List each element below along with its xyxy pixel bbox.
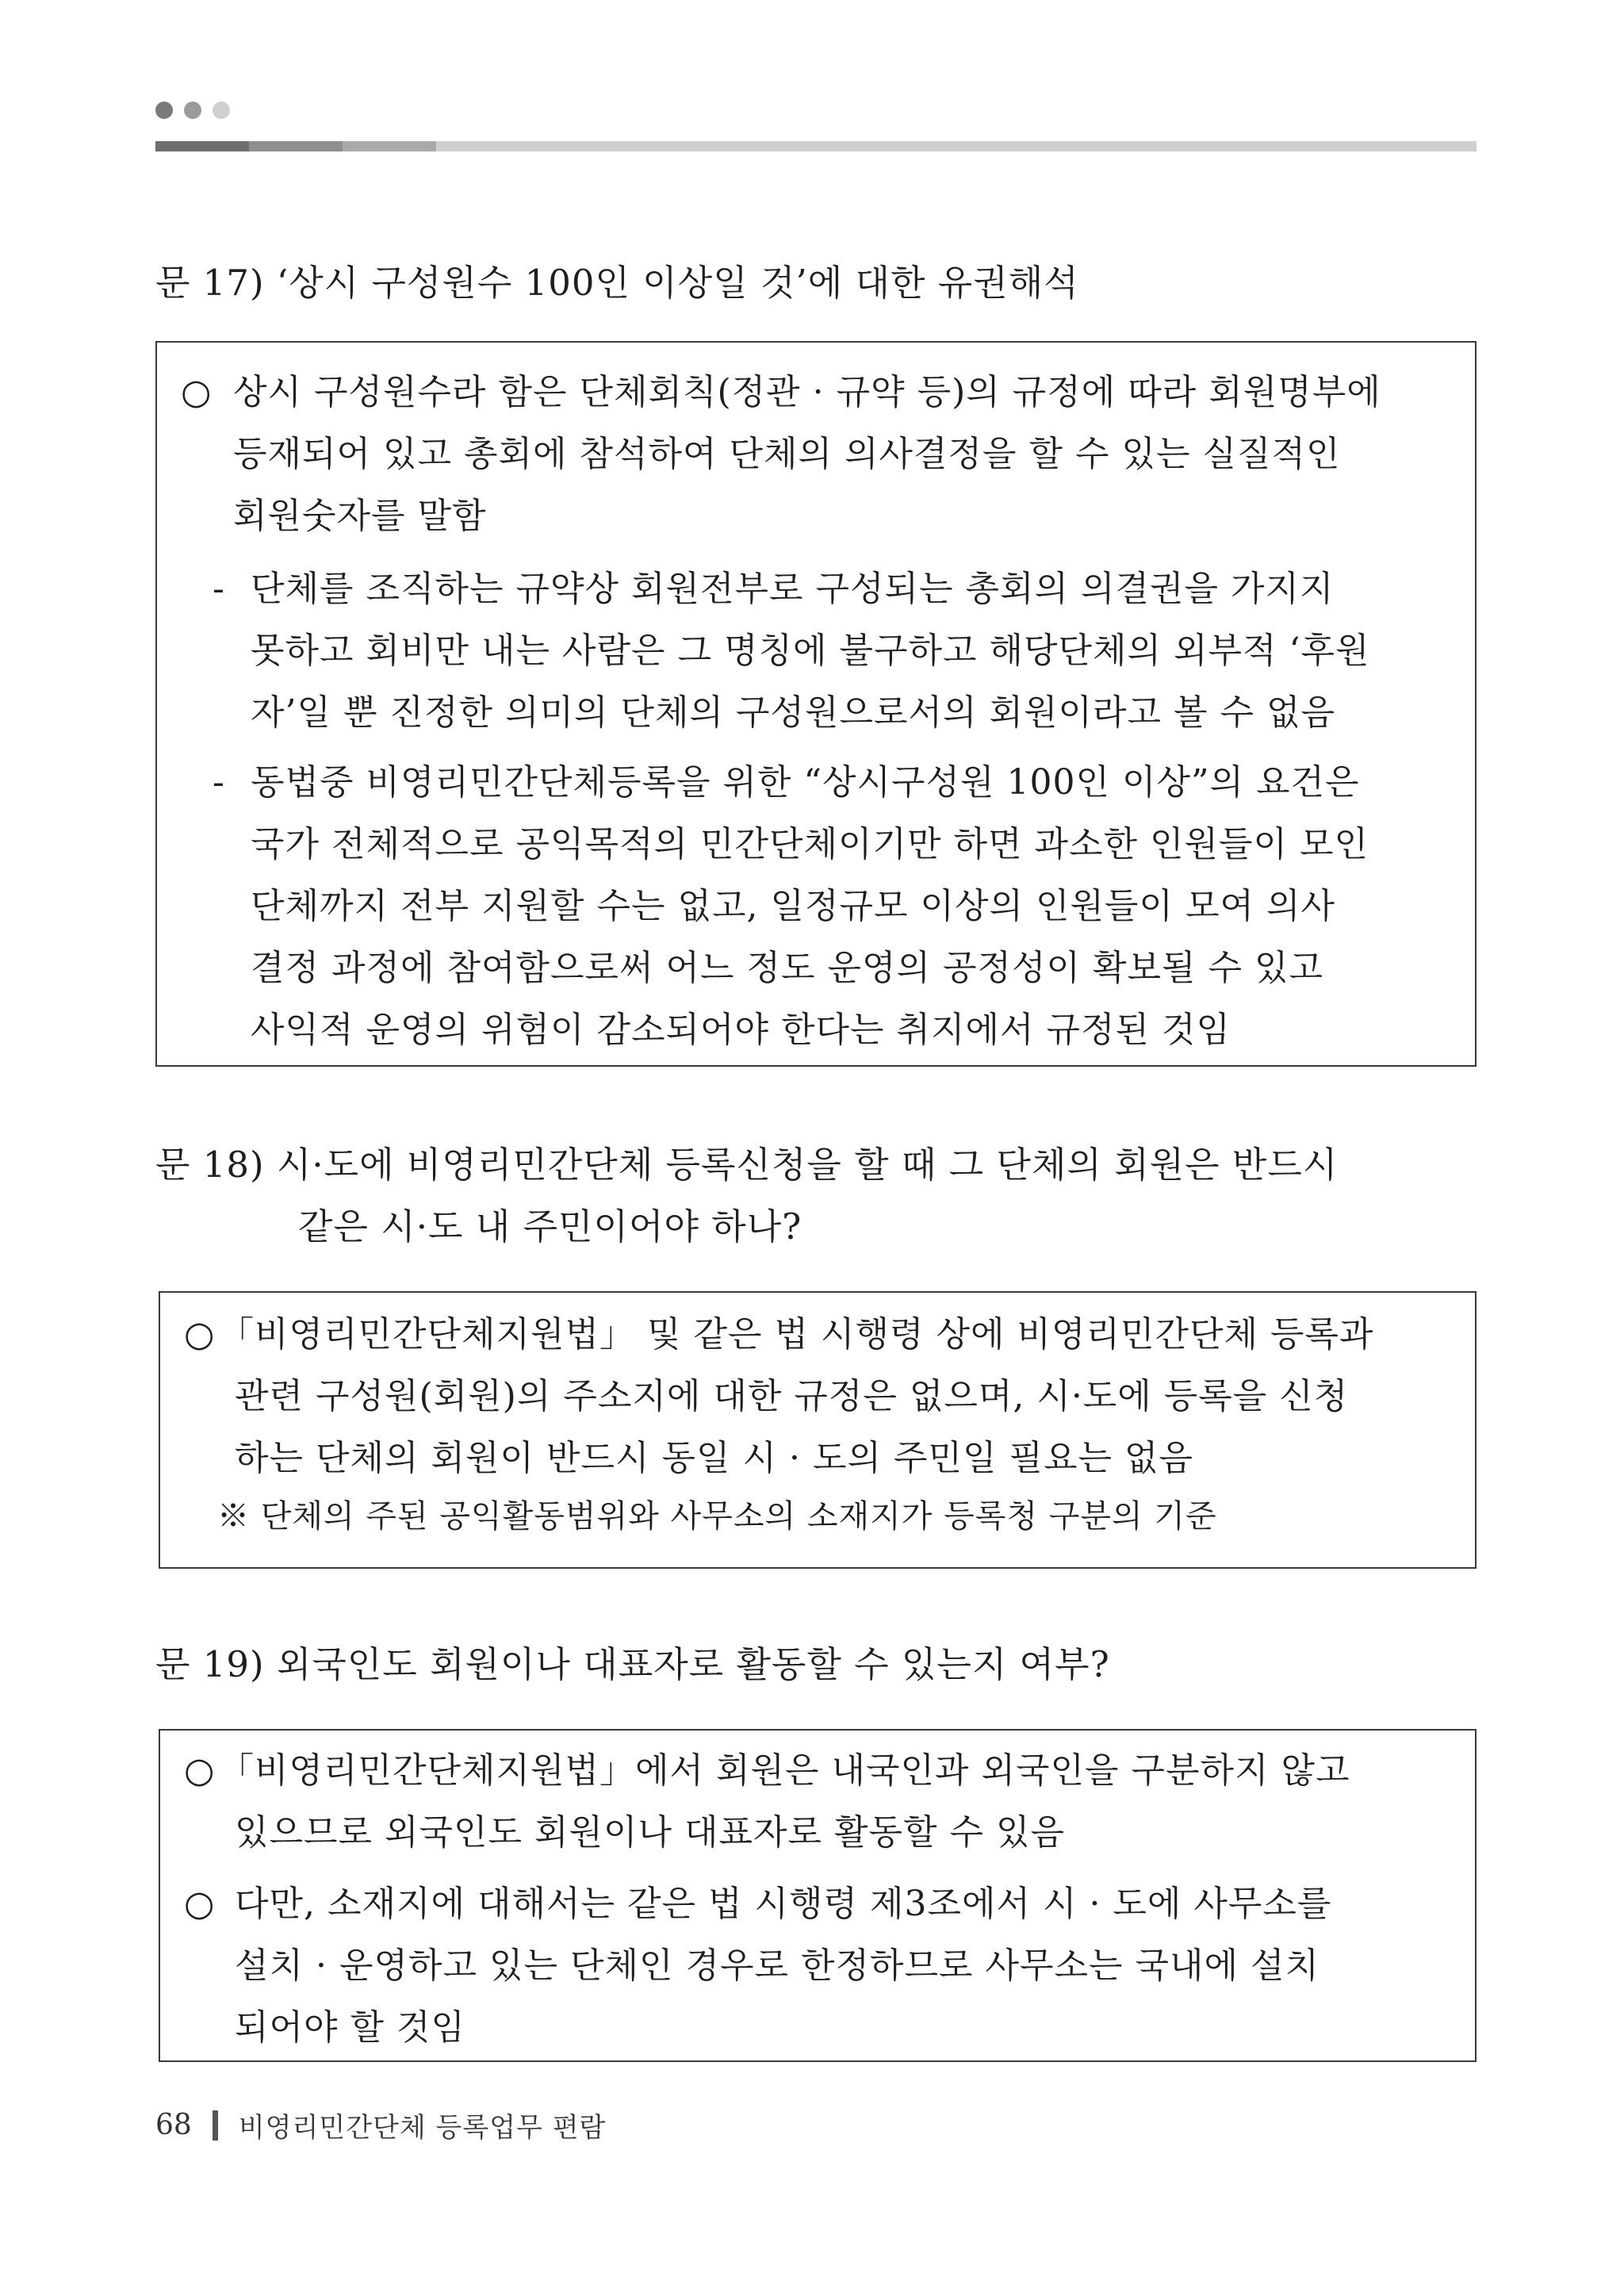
q17-dash-item-2 xyxy=(213,752,1369,1061)
question-18-title xyxy=(155,1134,1488,1258)
answer-box-17 xyxy=(155,341,1477,1067)
header-bar-seg-3 xyxy=(343,141,436,151)
q19-p2-line-2: 설치 · 운영하고 있는 단체인 경우로 한정하므로 사무소는 국내에 설치 xyxy=(235,1945,1320,1986)
circle-bullet-icon: ○ xyxy=(184,1884,216,1924)
q19-p1-line-2: 있으므로 외국인도 회원이나 대표자로 활동할 수 있음 xyxy=(235,1812,1066,1853)
circle-bullet-icon: ○ xyxy=(181,372,213,412)
q18-p1-line-1: 「비영리민간단체지원법」 및 같은 법 시행령 상에 비영리민간단체 등록과 xyxy=(219,1314,1374,1355)
footer-separator xyxy=(213,2110,218,2141)
q18-note: ※ 단체의 주된 공익활동범위와 사무소의 소재지가 등록청 구분의 기준 xyxy=(217,1498,1217,1535)
header-dots xyxy=(155,102,230,119)
q19-paragraph-1 xyxy=(184,1740,1350,1864)
question-19-title: 문 19) 외국인도 회원이나 대표자로 활동할 수 있는지 여부? xyxy=(155,1643,1110,1685)
q17-d2-line-3: 단체까지 전부 지원할 수는 없고, 일정규모 이상의 인원들이 모여 의사 xyxy=(251,886,1335,926)
q19-p2-line-3: 되어야 할 것임 xyxy=(235,2007,465,2048)
q17-d2-line-2: 국가 전체적으로 공익목적의 민간단체이기만 하면 과소한 인원들이 모인 xyxy=(251,824,1369,864)
header-bar-seg-4 xyxy=(436,141,1477,151)
q17-d2-line-5: 사익적 운영의 위험이 감소되어야 한다는 취지에서 규정된 것임 xyxy=(251,1010,1231,1050)
q17-paragraph xyxy=(181,362,1381,547)
answer-box-19 xyxy=(159,1729,1477,2062)
answer-box-18 xyxy=(159,1291,1477,1569)
q17-p1-line-3: 회원숫자를 말함 xyxy=(233,496,487,536)
question-17-title: 문 17) ‘상시 구성원수 100인 이상일 것’에 대한 유권해석 xyxy=(155,262,1079,304)
header-bar xyxy=(155,141,1477,151)
q18-title-line-1: 문 18) 시·도에 비영리민간단체 등록신청을 할 때 그 단체의 회원은 반드시 xyxy=(155,1144,1339,1186)
q18-p1-line-3: 하는 단체의 회원이 반드시 동일 시 · 도의 주민일 필요는 없음 xyxy=(235,1438,1193,1478)
header-dot-3 xyxy=(213,102,230,119)
q17-p1-line-1: 상시 구성원수라 함은 단체회칙(정관 · 규약 등)의 규정에 따라 회원명부에 xyxy=(233,372,1381,412)
q19-paragraph-2 xyxy=(184,1873,1331,2059)
q17-d1-line-3: 자’일 뿐 진정한 의미의 단체의 구성원으로서의 회원이라고 볼 수 없음 xyxy=(251,692,1335,733)
q18-p1-line-2: 관련 구성원(회원)의 주소지에 대한 규정은 없으며, 시·도에 등록을 신청 xyxy=(235,1376,1349,1416)
circle-bullet-icon: ○ xyxy=(184,1314,216,1355)
q17-d2-line-1: 동법중 비영리민간단체등록을 위한 “상시구성원 100인 이상”의 요건은 xyxy=(251,762,1360,803)
q19-p2-line-1: 다만, 소재지에 대해서는 같은 법 시행령 제3조에서 시 · 도에 사무소를 xyxy=(235,1884,1332,1924)
q19-p1-line-1: 「비영리민간단체지원법」에서 회원은 내국인과 외국인을 구분하지 않고 xyxy=(219,1750,1350,1791)
q18-paragraph xyxy=(184,1304,1374,1489)
q17-p1-line-2: 등재되어 있고 총회에 참석하여 단체의 의사결정을 할 수 있는 실질적인 xyxy=(233,434,1341,474)
dash-bullet-icon: - xyxy=(213,762,225,803)
q17-d1-line-1: 단체를 조직하는 규약상 회원전부로 구성되는 총회의 의결권을 가지지 xyxy=(251,569,1335,609)
header-dot-1 xyxy=(155,102,173,119)
header-bar-seg-1 xyxy=(155,141,249,151)
circle-bullet-icon: ○ xyxy=(184,1750,216,1791)
page-number: 68 xyxy=(155,2109,192,2141)
header-bar-seg-2 xyxy=(249,141,343,151)
footer-title: 비영리민간단체 등록업무 편람 xyxy=(238,2112,607,2144)
header-dot-2 xyxy=(184,102,201,119)
q17-d2-line-4: 결정 과정에 참여함으로써 어느 정도 운영의 공정성이 확보될 수 있고 xyxy=(251,948,1323,988)
q17-dash-item-1 xyxy=(213,558,1369,744)
q18-title-line-2: 같은 시·도 내 주민이어야 하나? xyxy=(298,1205,802,1248)
dash-bullet-icon: - xyxy=(213,569,225,609)
q17-d1-line-2: 못하고 회비만 내는 사람은 그 명칭에 불구하고 해당단체의 외부적 ‘후원 xyxy=(251,631,1370,671)
page-footer xyxy=(155,2106,606,2145)
